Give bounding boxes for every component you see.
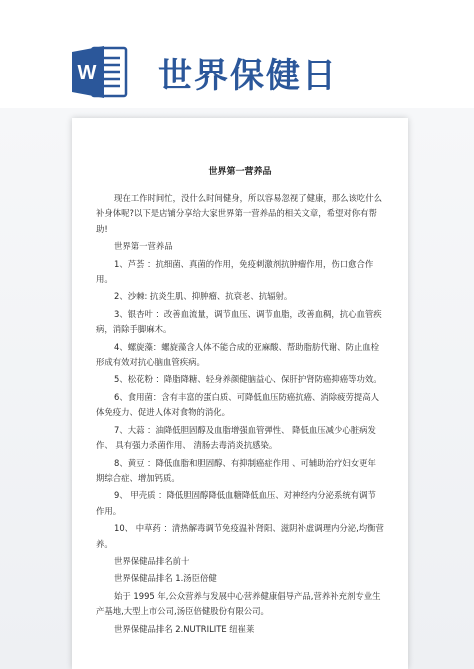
paragraph: 9、 甲壳质 ：降低胆固醇降低血糖降低血压、对神经内分泌系统有调节作用。 (96, 490, 376, 516)
word-logo-letter: W (77, 62, 97, 84)
word-document-icon (70, 42, 130, 102)
paragraph: 3、银杏叶 ：改善血流量，调节血压、调节血脂，改善血稠，抗心血管疾病，消除手脚麻木。 (96, 308, 382, 335)
document-body (96, 191, 384, 637)
paragraph: 世界第一营养品 (114, 241, 173, 252)
paragraph: 2、沙棘: 抗炎生肌、抑肿瘤、抗衰老、抗辐射。 (114, 291, 293, 302)
document-page (72, 118, 408, 669)
paragraph: 10、 中草药 ：清热解毒调节免疫温补肾阳、滋阴补虚调理内分泌,均衡营养。 (96, 523, 384, 549)
paragraph: 世界保健品排名 2.NUTRILITE 纽崔莱 (114, 623, 255, 634)
paragraph: 现在工作时间忙，没什么时间健身，所以容易忽视了健康，那么该吃什么补身体呢?以下是店铺分享给大家世界第一营养品的相关文章，希望对你有帮助! (96, 193, 382, 234)
paragraph: 7、大蒜 ：油降低胆固醇及血脂增强血管弹性、 降低血压减少心脏病发作、 具有强力杀菌作用、 清肠去毒消炎抗感染。 (96, 424, 376, 451)
paragraph: 世界保健品排名 1.汤臣倍健 (114, 573, 217, 584)
paragraph: 6、食用菌：含有丰富的蛋白质、可降低血压防癌抗癌、消除疲劳提高人体免疫力、促进人体对食物的消化。 (96, 391, 379, 418)
paragraph: 5、松花粉 ：降脂降糖、轻身养颜健脑益心、保肝护肾防癌抑癌等功效。 (114, 374, 382, 385)
paragraph: 1、芦荟 ：抗细菌、真菌的作用，免疫刺激剂抗肿瘤作用，伤口愈合作用。 (96, 258, 374, 285)
paragraph: 始于 1995 年,公众营养与发展中心营养健康倡导产品,营养补充剂专业生产基地,大型上市公司,汤臣倍健股份有限公司。 (96, 590, 381, 617)
paragraph: 4、螺旋藻：螺旋藻含人体不能合成的亚麻酸、帮助脂肪代谢、防止血栓形成有效对抗心脑血管疾病。 (96, 341, 379, 368)
paragraph: 8、黄豆 ：降低血脂和胆固醇、有抑制癌症作用 、可辅助治疗妇女更年期综合症、增加钙质。 (96, 457, 376, 483)
paragraph: 世界保健品排名前十 (114, 555, 190, 566)
banner-title: 世界保健日 (158, 56, 338, 96)
top-banner (0, 0, 474, 120)
document-title: 世界第一营养品 (208, 167, 272, 177)
